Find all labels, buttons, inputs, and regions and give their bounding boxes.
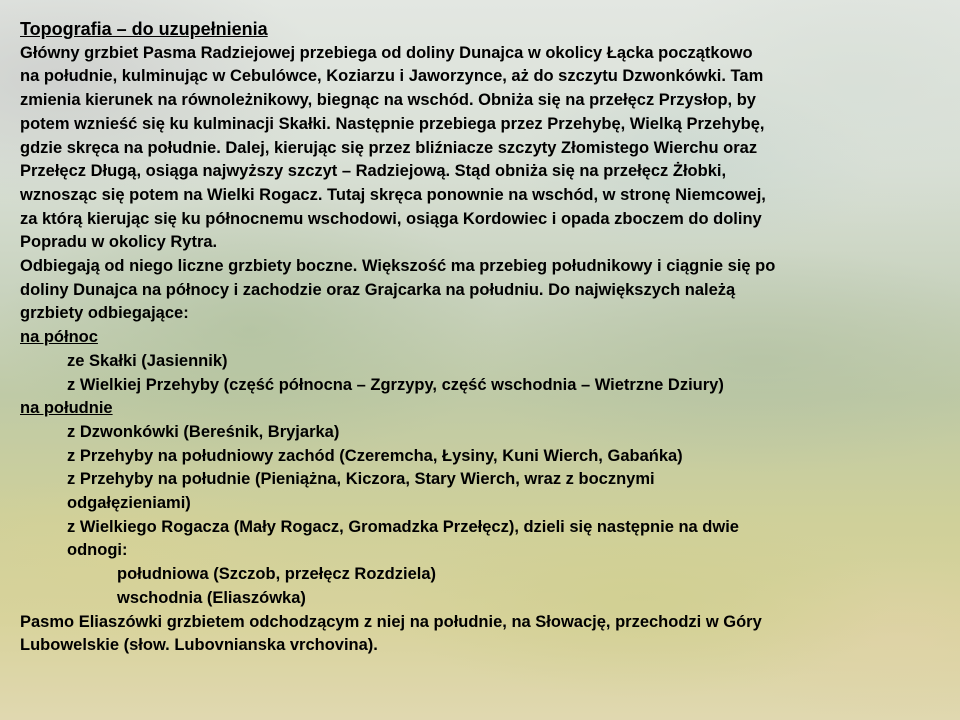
paragraph-side-ridges [20,255,940,326]
north-section [20,326,940,397]
text-line: doliny Dunajca na północy i zachodzie oraz Grajcarka na południu. Do największych należą [20,280,736,299]
text-line: gdzie skręca na południe. Dalej, kierując się przez bliźniacze szczyty Złomistego Wierchu oraz [20,138,758,157]
text-line: Pasmo Eliaszówki grzbietem odchodzącym z niej na południe, na Słowację, przechodzi w Góry [20,612,762,631]
text-line: Przełęcz Długą, osiąga najwyższy szczyt – Radziejową. Stąd obniża się na przełęcz Żłobki, [20,162,727,181]
text-line: Odbiegają od niego liczne grzbiety boczne. Większość ma przebieg południkowy i ciągnie się po [20,257,776,276]
slide-text [20,18,940,658]
text-line: zmienia kierunek na równoleżnikowy, biegnąc na wschód. Obniża się na przełęcz Przysłop, by [20,91,756,110]
list-item: z Dzwonkówki (Bereśnik, Bryjarka) [67,422,340,441]
text-line: Popradu w okolicy Rytra. [20,233,218,252]
south-section [20,397,940,610]
sub-list-item: południowa (Szczob, przełęcz Rozdziela) [117,565,437,584]
sub-list-item: wschodnia (Eliaszówka) [117,588,306,607]
list-item: z Wielkiej Przehyby (część północna – Zgrzypy, część wschodnia – Wietrzne Dziury) [67,375,724,394]
text-line: Lubowelskie (słow. Lubovnianska vrchovina). [20,636,378,655]
text-line: grzbiety odbiegające: [20,304,189,323]
list-item-continuation: odgałęzieniami) [67,494,191,513]
text-line: potem wznieść się ku kulminacji Skałki. Następnie przebiega przez Przehybę, Wielką Przehybę, [20,114,765,133]
text-line: Główny grzbiet Pasma Radziejowej przebiega od doliny Dunajca w okolicy Łącka początkowo [20,43,753,62]
list-item: z Przehyby na południe (Pieniążna, Kiczora, Stary Wierch, wraz z bocznymi [67,470,655,489]
paragraph-main-ridge [20,42,940,255]
slide-title: Topografia – do uzupełnienia [20,19,268,39]
paragraph-closing [20,611,940,658]
text-line: na południe, kulminując w Cebulówce, Koziarzu i Jaworzynce, aż do szczytu Dzwonkówki. Tam [20,67,764,86]
list-item-continuation: odnogi: [67,541,128,560]
text-line: za którą kierując się ku północnemu wschodowi, osiąga Kordowiec i opada zboczem do doliny [20,209,762,228]
south-heading: na południe [20,399,113,418]
text-line: wznosząc się potem na Wielki Rogacz. Tutaj skręca ponownie na wschód, w stronę Niemcowej, [20,185,766,204]
list-item: ze Skałki (Jasiennik) [67,351,228,370]
list-item: z Przehyby na południowy zachód (Czeremcha, Łysiny, Kuni Wierch, Gabańka) [67,446,683,465]
list-item: z Wielkiego Rogacza (Mały Rogacz, Gromadzka Przełęcz), dzieli się następnie na dwie [67,517,739,536]
north-heading: na północ [20,328,98,347]
